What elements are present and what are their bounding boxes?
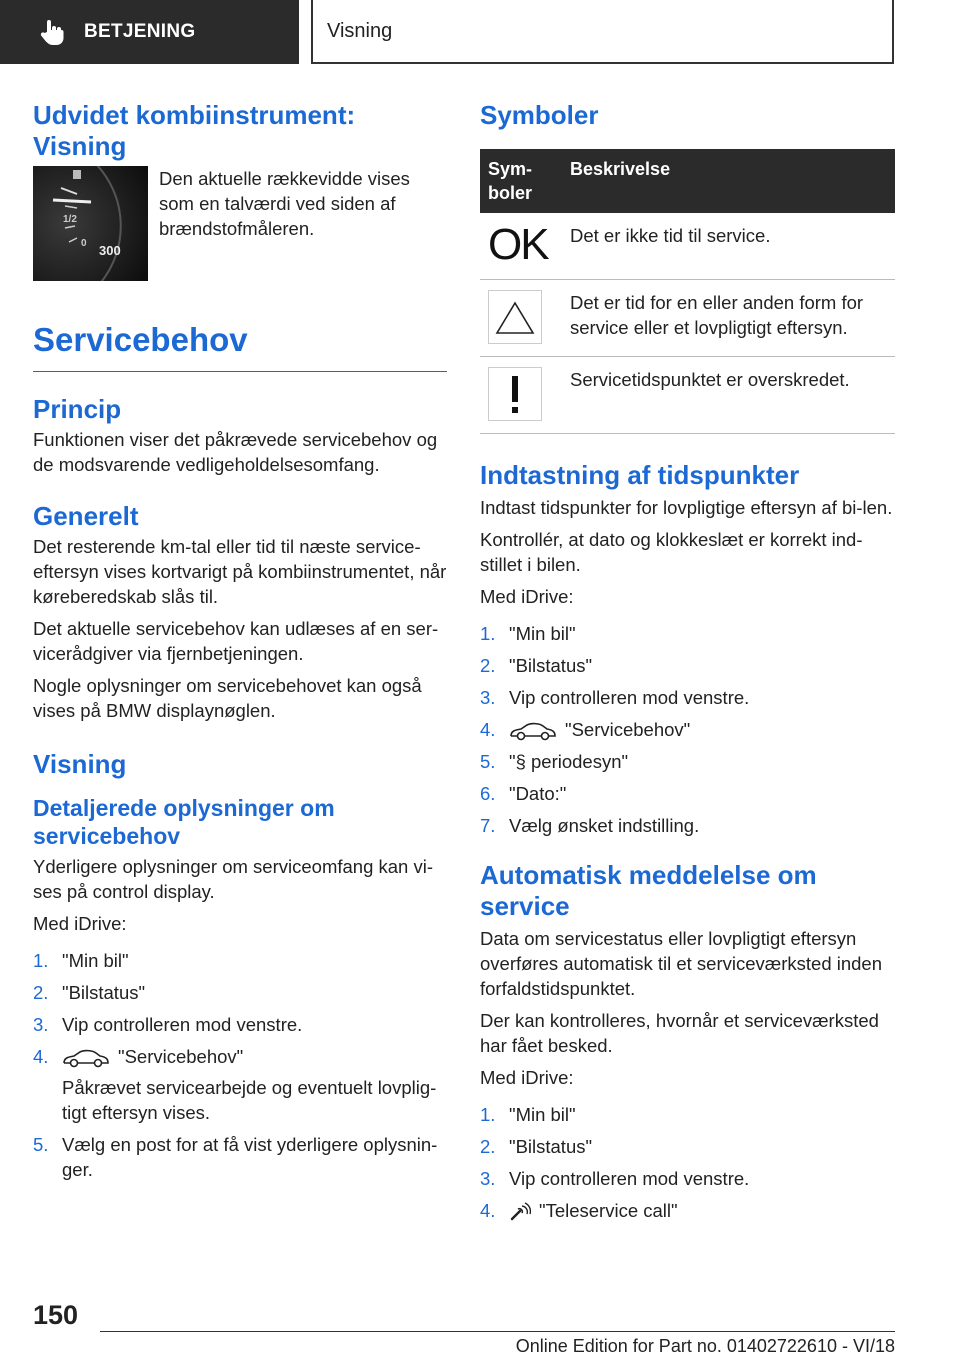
list-item: [480, 717, 895, 742]
section-tab[interactable]: [0, 0, 299, 64]
heading-princip: Princip: [33, 394, 122, 424]
chapter-title: Visning: [327, 19, 393, 42]
table-row: [480, 213, 895, 280]
step-text: Vip controlleren mod venstre.: [509, 1168, 750, 1189]
step-number: 4.: [480, 719, 496, 740]
description-cell: Servicetidspunktet er overskredet.: [562, 357, 895, 434]
step-text: "Min bil": [509, 1104, 576, 1125]
gauge-zero-label: 0: [81, 238, 87, 249]
list-item: [480, 1166, 895, 1191]
list-item: [33, 948, 447, 973]
fuel-gauge-image: [33, 166, 148, 281]
step-number: 3.: [33, 1014, 49, 1035]
generelt-paragraph-2: Det aktuelle servicebehov kan udlæses af en ser-vicerådgiver via fjernbetjeningen.: [33, 618, 439, 664]
symbol-cell: [480, 280, 562, 357]
heading-detaljerede: Detaljerede oplysninger om servicebehov: [33, 795, 335, 849]
kombi-text: Den aktuelle rækkevidde vises som en talværdi ved siden af brændstofmåleren.: [159, 168, 410, 239]
exclamation-icon: [505, 372, 525, 416]
indtast-paragraph-2: Kontrollér, at dato og klokkeslæt er korrekt ind-stillet i bilen.: [480, 529, 863, 575]
list-item: [480, 653, 895, 678]
gauge-half-label: 1/2: [63, 214, 77, 225]
chapter-tab[interactable]: [311, 0, 894, 64]
step-number: 5.: [480, 751, 496, 772]
step-number: 1.: [480, 623, 496, 644]
step-number: 2.: [480, 655, 496, 676]
heading-generelt: Generelt: [33, 501, 139, 531]
step-text: "Teleservice call": [539, 1200, 678, 1221]
list-item: [33, 1132, 447, 1182]
step-text: "Bilstatus": [62, 982, 146, 1003]
wrench-signal-icon: [509, 1202, 531, 1222]
heading-servicebehov: Servicebehov: [33, 321, 447, 372]
description-cell: Det er ikke tid til service.: [562, 213, 895, 280]
car-icon: [509, 721, 557, 741]
step-text: "Servicebehov": [565, 719, 691, 740]
step-text: "Min bil": [62, 950, 129, 971]
step-body: [62, 1044, 447, 1125]
page-number: 150: [33, 1300, 79, 1330]
kombi-intro: [33, 166, 447, 281]
step-text: Vip controlleren mod venstre.: [62, 1014, 303, 1035]
step-body: [509, 1198, 678, 1223]
step-number: 6.: [480, 783, 496, 804]
heading-indtastning: Indtastning af tidspunkter: [480, 460, 800, 490]
list-item: [480, 749, 895, 774]
step-number: 3.: [480, 1168, 496, 1189]
gauge-range-value: 300: [99, 243, 121, 258]
list-item: [33, 980, 447, 1005]
list-item: [480, 1102, 895, 1127]
idrive-label: Med iDrive:: [480, 586, 574, 607]
step-number: 4.: [33, 1046, 49, 1067]
step-text: "Bilstatus": [509, 1136, 593, 1157]
step-number: 7.: [480, 815, 496, 836]
column-header-description: Beskrivelse: [562, 149, 895, 213]
symbol-cell: [480, 213, 562, 280]
left-column: [33, 100, 447, 1189]
table-header-row: [480, 149, 895, 213]
step-number: 1.: [480, 1104, 496, 1125]
step-text: Vip controlleren mod venstre.: [509, 687, 750, 708]
idrive-label: Med iDrive:: [33, 913, 127, 934]
description-cell: Det er tid for en eller anden form for service eller et lovpligtigt eftersyn.: [562, 280, 895, 357]
indtast-paragraph-1: Indtast tidspunkter for lovpligtige eftersyn af bi-len.: [480, 497, 893, 518]
princip-text: Funktionen viser det påkrævede servicebehov og de modsvarende vedligeholdelsesomfang.: [33, 429, 438, 475]
column-header-symbols: Sym-boler: [480, 149, 562, 213]
detaljer-text: Yderligere oplysninger om serviceomfang kan vi-ses på control display.: [33, 856, 433, 902]
heading-visning: Visning: [33, 749, 127, 779]
step-text: "Bilstatus": [509, 655, 593, 676]
step-text: "Dato:": [509, 783, 567, 804]
step-number: 4.: [480, 1200, 496, 1221]
step-text: "§ periodesyn": [509, 751, 629, 772]
idrive-label: Med iDrive:: [480, 1067, 574, 1088]
list-item: [480, 781, 895, 806]
step-number: 2.: [480, 1136, 496, 1157]
heading-kombiinstrument: Udvidet kombiinstrument: Visning: [33, 100, 356, 161]
list-item: [480, 1134, 895, 1159]
ok-symbol: OK: [488, 220, 548, 269]
car-icon: [62, 1048, 110, 1068]
right-steps-list: [480, 621, 895, 838]
warning-triangle-icon: [493, 297, 537, 337]
auto-paragraph-2: Der kan kontrolleres, hvornår et serviceværksted har fået besked.: [480, 1010, 879, 1056]
auto-paragraph-1: Data om servicestatus eller lovpligtigt eftersyn overføres automatisk til et serviceværksted inden forfaldstidspunktet.: [480, 928, 883, 999]
left-steps-list: [33, 948, 447, 1182]
step-number: 3.: [480, 687, 496, 708]
list-item: [480, 685, 895, 710]
step-text: "Min bil": [509, 623, 576, 644]
symbol-cell: [480, 357, 562, 434]
step-text: "Servicebehov": [118, 1046, 244, 1067]
list-item: [480, 813, 895, 838]
step-text: Vælg en post for at få vist yderligere oplysnin-ger.: [62, 1134, 438, 1180]
symbol-table: [480, 149, 895, 434]
step-number: 2.: [33, 982, 49, 1003]
table-row: [480, 357, 895, 434]
generelt-paragraph-3: Nogle oplysninger om servicebehovet kan også vises på BMW displaynøglen.: [33, 675, 422, 721]
section-title: BETJENING: [84, 21, 196, 42]
teleservice-steps-list: [480, 1102, 895, 1223]
footer-divider: [100, 1331, 895, 1332]
heading-automatisk: Automatisk meddelelse om service: [480, 860, 817, 921]
list-item: [33, 1044, 447, 1125]
generelt-paragraph-1: Det resterende km-tal eller tid til næste service-eftersyn vises kortvarigt på kombiinstrumentet, når køreberedskab slås til.: [33, 536, 447, 607]
step-subtext: Påkrævet servicearbejde og eventuelt lovplig-tigt eftersyn vises.: [62, 1077, 437, 1123]
table-row: [480, 280, 895, 357]
list-item: [33, 1012, 447, 1037]
step-number: 1.: [33, 950, 49, 971]
right-column: [480, 100, 895, 1230]
list-item: [480, 621, 895, 646]
list-item: [480, 1198, 895, 1223]
step-text: Vælg ønsket indstilling.: [509, 815, 700, 836]
hand-pointer-icon: [38, 17, 68, 47]
edition-text: Online Edition for Part no. 01402722610 - VI/18: [515, 1336, 895, 1356]
step-body: [509, 717, 690, 742]
step-number: 5.: [33, 1134, 49, 1155]
heading-symboler: Symboler: [480, 100, 599, 130]
